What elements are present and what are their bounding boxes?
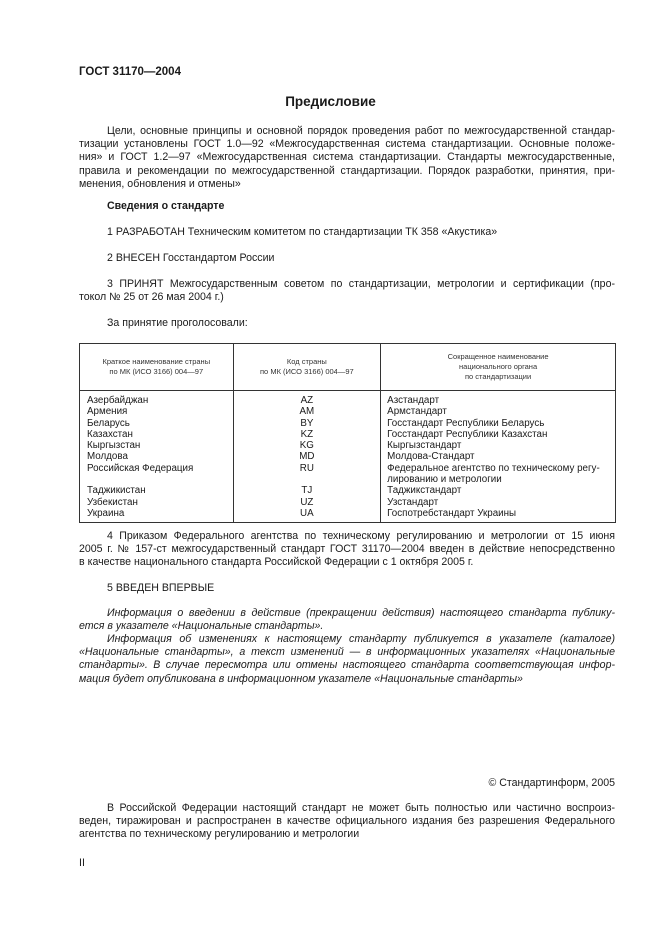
- code-cell: KG: [299, 440, 314, 452]
- item-4-line: 2005 г. № 157-ст межгосударственный стандарт ГОСТ 31170—2004 введен в действие непосредственно: [79, 543, 615, 556]
- info-paragraph-1: [79, 607, 615, 633]
- footer-line: В Российской Федерации настоящий стандарт не может быть полностью или частично воспроиз-: [107, 802, 615, 814]
- page-title: Предисловие: [285, 94, 376, 109]
- info-2-line: Информация об изменениях к настоящему стандарту публикуется в указателе (каталоге): [107, 633, 615, 645]
- header-body: Сокращенное наименование национального органа по стандартизации: [381, 344, 616, 391]
- item-4: [79, 530, 615, 570]
- item-3-line: токол № 25 от 26 мая 2004 г.): [79, 291, 224, 304]
- body-cell: Госстандарт Республики Беларусь: [387, 417, 545, 429]
- intro-line: ния» и ГОСТ 1.2—97 «Межгосударственная система стандартизации. Стандарты межгосударственные,: [79, 151, 615, 164]
- table-row: [80, 391, 616, 523]
- code-cell: AM: [299, 406, 315, 418]
- country-column: [80, 391, 234, 523]
- info-1-line: ется в указателе «Национальные стандарты».: [79, 620, 324, 633]
- table-header-row: [80, 344, 616, 391]
- info-1-line: Информация о введении в действие (прекращении действия) настоящего стандарта публику-: [107, 607, 615, 619]
- code-cell: TJ: [301, 485, 313, 497]
- country-cell: Молдова: [87, 451, 128, 463]
- body-cell: Армстандарт: [387, 406, 447, 418]
- footer-paragraph: [79, 802, 615, 842]
- code-column: [233, 391, 381, 523]
- item-5: 5 ВВЕДЕН ВПЕРВЫЕ: [107, 582, 215, 594]
- body-cell: Госпотребстандарт Украины: [387, 507, 517, 519]
- code-cell: MD: [299, 451, 315, 463]
- document-code-header: ГОСТ 31170—2004: [79, 66, 181, 78]
- country-cell: Казахстан: [87, 428, 133, 440]
- item-2: 2 ВНЕСЕН Госстандартом России: [107, 252, 275, 264]
- country-cell: Азербайджан: [87, 395, 149, 406]
- country-cell: Армения: [87, 406, 128, 418]
- country-cell: Российская Федерация: [87, 462, 194, 474]
- code-cell: UZ: [300, 496, 314, 508]
- info-2-line: «Национальные стандарты», а текст изменений — в информационных указателях «Национальные: [79, 646, 615, 659]
- page-number: II: [79, 857, 85, 869]
- country-cell: Беларусь: [87, 417, 130, 429]
- body-cell: Таджикстандарт: [387, 485, 462, 497]
- country-cell: Узбекистан: [87, 496, 138, 508]
- body-cell: Молдова-Стандарт: [387, 451, 475, 463]
- section-heading: Сведения о стандарте: [107, 200, 225, 212]
- intro-paragraph: [79, 125, 615, 191]
- code-cell: AZ: [300, 395, 314, 406]
- copyright-line: © Стандартинформ, 2005: [488, 777, 615, 789]
- header-country: Краткое наименование страны по МК (ИСО 3166) 004—97: [80, 344, 234, 391]
- code-cell: BY: [300, 417, 314, 429]
- info-2-line: стандарты». В случае пересмотра или отмены настоящего стандарта соответствующая инфор-: [79, 659, 615, 672]
- code-cell: UA: [300, 507, 314, 519]
- item-1: 1 РАЗРАБОТАН Техническим комитетом по стандартизации ТК 358 «Акустика»: [107, 226, 498, 238]
- info-2-line: мация будет опубликована в информационном указателе «Национальные стандарты»: [79, 672, 523, 685]
- footer-line: агентства по техническому регулированию и метрологии: [79, 828, 360, 841]
- body-cell: Госстандарт Республики Казахстан: [387, 428, 548, 440]
- body-cell: Федеральное агентство по техническому регу- лированию и метрологии: [387, 462, 600, 486]
- body-column: [381, 391, 616, 523]
- footer-line: веден, тиражирован и распространен в качестве официального издания без разрешения Федерального: [79, 815, 615, 828]
- code-cell: RU: [299, 462, 314, 474]
- item-4-line: 4 Приказом Федерального агентства по техническому регулированию и метрологии от 15 июня: [107, 530, 615, 542]
- country-cell: Кыргызстан: [87, 440, 141, 452]
- intro-line: Цели, основные принципы и основной порядок проведения работ по межгосударственной стандар-: [107, 125, 615, 137]
- country-cell: Украина: [87, 507, 125, 519]
- intro-line: менения, обновления и отмены»: [79, 177, 241, 190]
- voting-table: [79, 343, 616, 523]
- item-3: [79, 278, 615, 304]
- intro-line: правила и рекомендации по межгосударственной стандартизации. Порядок разработки, принятия, при-: [79, 164, 615, 177]
- header-code: Код страны по МК (ИСО 3166) 004—97: [233, 344, 381, 391]
- intro-line: тизации установлены ГОСТ 1.0—92 «Межгосударственная система стандартизации. Основные положе-: [79, 138, 615, 151]
- code-cell: KZ: [300, 428, 314, 440]
- item-4-line: в качестве национального стандарта Российской Федерации с 1 октября 2005 г.: [79, 556, 474, 569]
- body-cell: Азстандарт: [387, 395, 440, 406]
- body-cell: Кыргызстандарт: [387, 440, 462, 452]
- voted-label: За принятие проголосовали:: [107, 317, 248, 329]
- info-paragraph-2: [79, 633, 615, 686]
- body-cell: Узстандарт: [387, 496, 439, 508]
- country-cell: Таджикистан: [87, 485, 146, 497]
- item-3-line: 3 ПРИНЯТ Межгосударственным советом по стандартизации, метрологии и сертификации (про-: [107, 278, 615, 290]
